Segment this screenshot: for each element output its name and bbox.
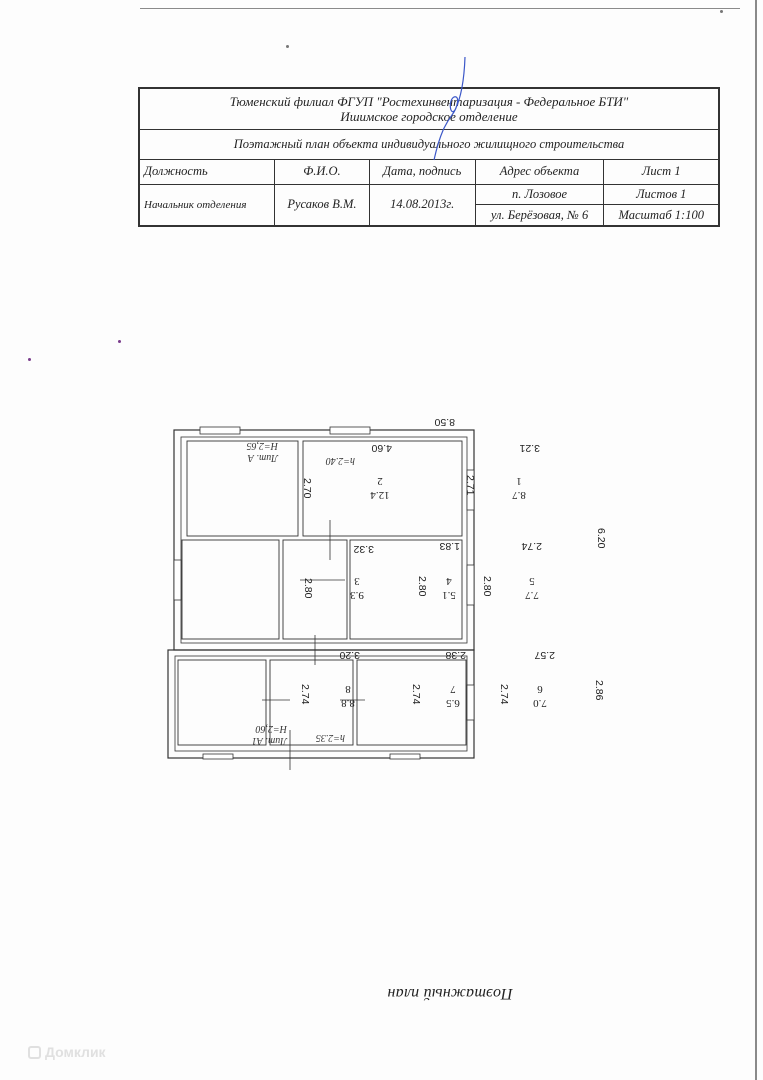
- room-3-width: 3.32: [353, 543, 374, 555]
- plan-title: Поэтажный план объекта индивидуального жилищного строительства: [140, 130, 719, 160]
- scale-value: Масштаб 1:100: [604, 205, 719, 226]
- ink-speck: [720, 10, 723, 13]
- page-heading: Поэтажный план: [387, 985, 513, 1002]
- room-4-number: 4: [446, 575, 452, 587]
- room-2-width: 4.60: [371, 442, 392, 454]
- room-1-number: 1: [516, 475, 522, 487]
- room-8-depth: 2.74: [299, 684, 311, 705]
- room-4-depth: 2.80: [416, 576, 428, 597]
- lit-a1-height: Н=2,60: [255, 723, 287, 734]
- header-position: Должность: [140, 159, 275, 184]
- org-name: Тюменский филиал ФГУП "Ростехинвентаризация - Федеральное БТИ": [229, 94, 629, 110]
- room-4-width: 1.83: [439, 540, 460, 552]
- room-2-area: 12.4: [370, 489, 390, 501]
- room-6-width: 2.57: [534, 649, 555, 661]
- ink-speck: [118, 340, 121, 343]
- overall-width: 8.50: [434, 416, 455, 428]
- a1-depth: 2.86: [593, 680, 605, 701]
- room-7-depth: 2.74: [410, 684, 422, 705]
- header-date: Дата, подпись: [369, 159, 475, 184]
- room-6-number: 6: [537, 683, 543, 695]
- sheets-value: Листов 1: [604, 184, 719, 205]
- position-value: Начальник отделения: [140, 184, 275, 225]
- room-1-width: 3.21: [519, 442, 540, 454]
- room-6-depth: 2.74: [498, 684, 510, 705]
- address-line1: п. Лозовое: [475, 184, 604, 205]
- room-6-area: 7.0: [533, 697, 547, 709]
- scan-edge-right: [755, 0, 757, 1080]
- scan-edge-top: [140, 8, 740, 9]
- room-4-area: 5.1: [442, 589, 456, 601]
- ink-speck: [286, 45, 289, 48]
- room-7-area: 6.5: [446, 697, 460, 709]
- room-2-number: 2: [377, 475, 383, 487]
- signature-stroke: [430, 55, 490, 165]
- room-5-width: 2.74: [521, 540, 542, 552]
- room-1-area: 8.7: [512, 489, 526, 501]
- header-sheet: Лист 1: [604, 159, 719, 184]
- date-value: 14.08.2013г.: [369, 184, 475, 225]
- room-1-depth: 2.71: [464, 475, 476, 496]
- room-8-width: 3.20: [339, 649, 360, 661]
- room-3-number: 3: [354, 575, 360, 587]
- room-7-number: 7: [450, 683, 456, 695]
- room-8-area: 8.8: [341, 697, 355, 709]
- header-name: Ф.И.О.: [275, 159, 370, 184]
- name-value: Русаков В.М.: [275, 184, 370, 225]
- ceiling-a1: h=2.35: [315, 732, 345, 743]
- lit-a1-label: Лит. А1: [251, 735, 287, 746]
- org-branch: Ишимское городское отделение: [340, 109, 518, 125]
- ceiling-a: h=2.40: [325, 455, 355, 466]
- room-8-number: 8: [345, 683, 351, 695]
- address-line2: ул. Берёзовая, № 6: [475, 205, 604, 226]
- room-2-depth: 2.70: [301, 478, 313, 499]
- room-5-depth: 2.80: [481, 576, 493, 597]
- watermark-text: Домклик: [45, 1044, 106, 1060]
- lit-a-label: Лит. А: [247, 452, 278, 463]
- ink-speck: [28, 358, 31, 361]
- room-5-number: 5: [529, 575, 535, 587]
- room-3-depth: 2.80: [302, 578, 314, 599]
- room-7-width: 2.38: [445, 649, 466, 661]
- domclick-logo-icon: [28, 1046, 41, 1059]
- watermark: [28, 1044, 106, 1060]
- header-address: Адрес объекта: [475, 159, 604, 184]
- overall-depth: 6.20: [595, 528, 607, 549]
- room-3-area: 9.3: [350, 589, 364, 601]
- room-5-area: 7.7: [525, 589, 539, 601]
- lit-a-height: Н=2,65: [246, 440, 278, 451]
